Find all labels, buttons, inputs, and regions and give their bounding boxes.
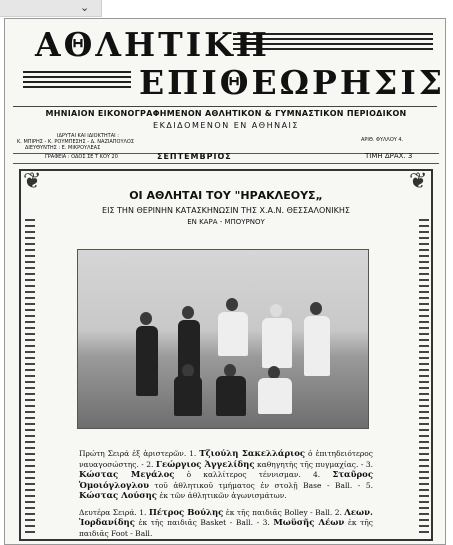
athlete-name: Τζιούλη Σακελλάριος bbox=[199, 449, 306, 459]
photo-caption bbox=[79, 449, 373, 539]
caption-text: καθηγητὴς τῆς πυγμαχίας. - 3. bbox=[254, 459, 374, 469]
article-title: ΟΙ ΑΘΛΗΤΑΙ ΤΟΥ "ΗΡΑΚΛΕΟΥΣ„ bbox=[129, 189, 323, 202]
masthead-subtitle: ΜΗΝΙΑΙΟΝ ΕΙΚΟΝΟΓΡΑΦΗΜΕΝΟΝ ΑΘΛΗΤΙΚΟΝ & ΓΥΜΝΑΣΤΙΚΟΝ ΠΕΡΙΟΔΙΚΟΝ bbox=[45, 109, 407, 118]
viewer-toolbar bbox=[0, 0, 453, 18]
issue-price: ΤΙΜΗ ΔΡΑΧ. 3 bbox=[365, 152, 413, 160]
article-subtitle: ΕΙΣ ΤΗΝ ΘΕΡΙΝΗΝ ΚΑΤΑΣΚΗΝΩΣΙΝ ΤΗΣ Χ.Α.Ν. ΘΕΣΣΑΛΟΝΙΚΗΣ bbox=[102, 206, 350, 215]
scrollbar-track[interactable] bbox=[446, 18, 453, 545]
issue-month: ΣΕΠΤΕΜΒΡΙΟΣ bbox=[157, 152, 232, 161]
caption-text: Πρώτη Σειρά ἐξ ἀριστερῶν. 1. bbox=[79, 449, 200, 458]
ornamental-border bbox=[419, 219, 429, 537]
caption-text: ἐκ τῆς παιδιᾶς Basket - Ball. - 3. bbox=[134, 518, 274, 527]
caption-text: τοῦ ἀθλητικοῦ τμήματος ἐν στολῇ Base - Ball. - 5. bbox=[149, 480, 373, 490]
ornament-corner-icon: ❦ bbox=[23, 169, 42, 194]
staff-line: ΙΔΡΥΤΑΙ ΚΑΙ ΙΔΙΟΚΤΗΤΑΙ : bbox=[57, 133, 119, 139]
caption-text: ἐκ τῶν ἀθλητικῶν ἀγωνισμάτων. bbox=[156, 491, 287, 500]
caption-text: ἐκ τῆς παιδιᾶς Bolley - Ball. 2. bbox=[223, 507, 345, 517]
athlete-name: Μωϋσῆς Λέων bbox=[273, 518, 345, 528]
article-location: ΕΝ ΚΑΡΑ - ΜΠΟΥΡΝΟΥ bbox=[187, 218, 265, 226]
caption-text: ὁ καλλίτερος τέννισμαν. 4. bbox=[174, 470, 333, 479]
page-select-dropdown[interactable] bbox=[0, 0, 102, 17]
staff-credits bbox=[17, 133, 134, 151]
published-in: ΕΚΔΙΔΟΜΕΝΟΝ ΕΝ ΑΘΗΝΑΙΣ bbox=[153, 121, 299, 130]
athlete-name: Κώστας Μεγάλος bbox=[79, 470, 175, 480]
caption-text: ἐκ τῆς παιδιᾶς Foot - Ball. bbox=[79, 518, 373, 538]
chevron-down-icon[interactable]: ⌄ bbox=[80, 1, 90, 14]
athlete-name: Λεων. Ἰορδανίδης bbox=[79, 507, 374, 528]
masthead-rule-decoration bbox=[23, 71, 131, 91]
ornament-corner-icon: ❦ bbox=[409, 169, 428, 194]
magazine-page bbox=[4, 18, 446, 545]
caption-first-row bbox=[79, 449, 373, 502]
caption-second-row bbox=[79, 508, 373, 540]
masthead-title-line1: ΑΘΛΗΤΙΚΗ bbox=[35, 25, 270, 64]
issue-number: ΑΡΙΘ. ΦΥΛΛΟΥ 4. bbox=[361, 137, 404, 143]
athletes-photo bbox=[77, 249, 369, 429]
ornamental-border bbox=[25, 219, 35, 537]
caption-text: Δευτέρα Σειρά. 1. bbox=[79, 507, 149, 517]
athlete-name: Κώστας Λούσης bbox=[79, 491, 157, 501]
office-address: ΓΡΑΦΕΙΑ : ΟΔΟΣ ΣΕ Τ ΚΟΥ 20 bbox=[45, 154, 118, 160]
masthead-title-line2: ΕΠΙΘΕΩΡΗΣΙΣ bbox=[139, 63, 446, 102]
athlete-name: Γεώργιος Ἀγγελίδης bbox=[155, 459, 255, 470]
caption-text: ὁ ἐπιτηδειότερος ναυαγοσώστης. - 2. bbox=[79, 449, 373, 469]
athlete-name: Σταῦρος Ὁμοιόγλογλου bbox=[79, 470, 373, 491]
athlete-name: Πέτρος Βούλης bbox=[148, 507, 224, 518]
staff-line: ΔΙΕΥΘΥΝΤΗΣ : Ε. ΜΙΚΡΟΥΛΕΑΣ bbox=[25, 145, 101, 151]
divider bbox=[13, 106, 437, 107]
staff-line: Κ. ΜΠΙΡΗΣ - Κ. ΡΟΥΜΠΕΣΗΣ - Δ. ΝΑΖΙΑΠΟΥΛΟΣ bbox=[17, 139, 135, 145]
